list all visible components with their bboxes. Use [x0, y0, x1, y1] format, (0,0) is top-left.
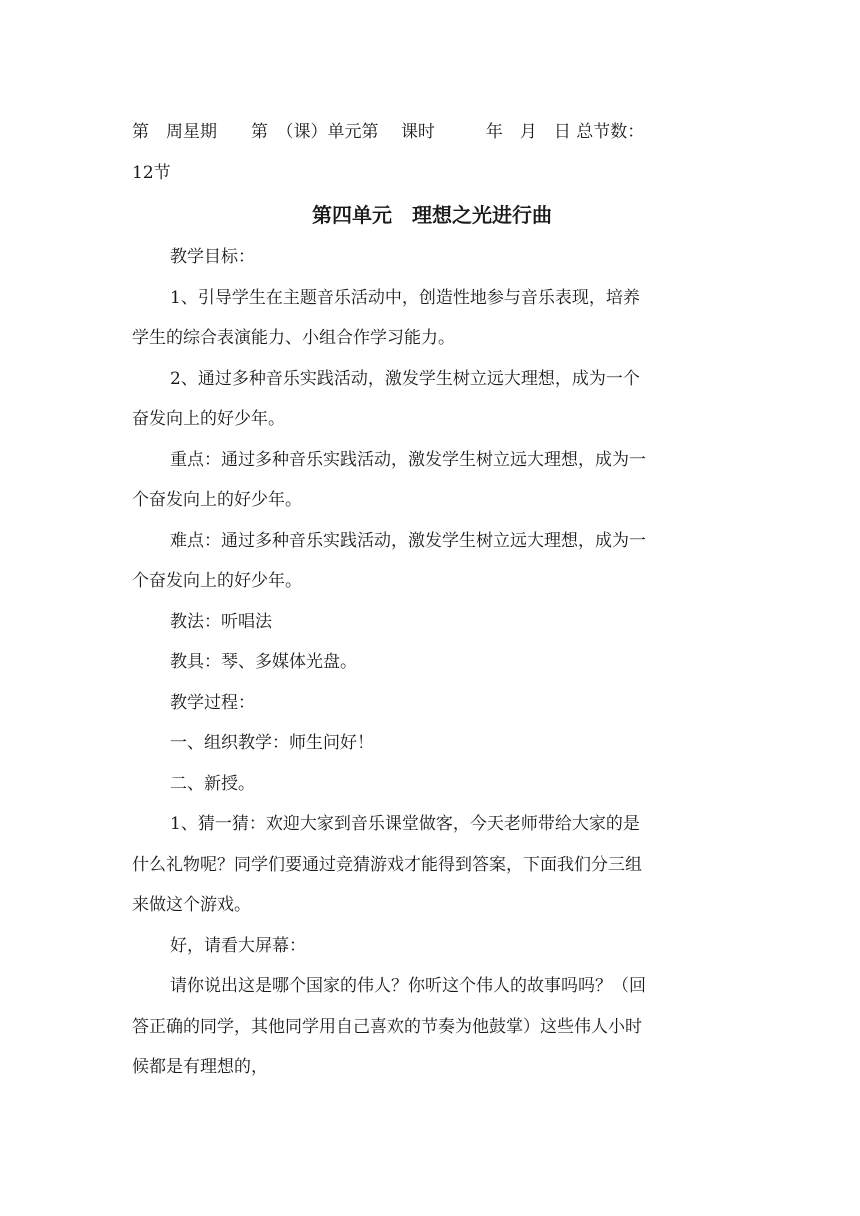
goal-1-line-2: 学生的综合表演能力、小组合作学习能力。: [132, 328, 455, 348]
goal-2-line-2: 奋发向上的好少年。: [132, 409, 285, 429]
lesson-header-line: 第 周星期 第 （课）单元第 课时 年 月 日 总节数：: [132, 122, 645, 142]
document-body: [132, 112, 732, 1088]
step-one: 一、组织教学：师生问好！: [170, 733, 374, 753]
goal-2-line-1: 2、通过多种音乐实践活动，激发学生树立远大理想，成为一个: [170, 368, 640, 389]
difficulty-line-2: 个奋发向上的好少年。: [132, 571, 302, 591]
difficulty-line-1: 难点：通过多种音乐实践活动，激发学生树立远大理想，成为一: [170, 530, 646, 551]
guess-game-line-2: 什么礼物呢？同学们要通过竞猜游戏才能得到答案，下面我们分三组: [132, 854, 642, 875]
key-point-line-1: 重点：通过多种音乐实践活动，激发学生树立远大理想，成为一: [170, 449, 646, 470]
teaching-goals-heading: 教学目标：: [170, 247, 255, 267]
goal-1-line-1: 1、引导学生在主题音乐活动中，创造性地参与音乐表现，培养: [170, 287, 640, 308]
great-people-line-3: 候都是有理想的，: [132, 1057, 268, 1077]
lesson-header-total: 12节: [132, 162, 171, 183]
teaching-process-heading: 教学过程：: [170, 692, 255, 713]
unit-title: 第四单元 理想之光进行曲: [312, 203, 552, 227]
great-people-line-1: 请你说出这是哪个国家的伟人？你听这个伟人的故事吗吗？（回: [170, 976, 646, 996]
great-people-line-2: 答正确的同学，其他同学用自己喜欢的节奏为他鼓掌）这些伟人小时: [132, 1016, 642, 1037]
guess-game-line-1: 1、猜一猜：欢迎大家到音乐课堂做客，今天老师带给大家的是: [170, 814, 640, 834]
step-two: 二、新授。: [170, 773, 255, 794]
key-point-line-2: 个奋发向上的好少年。: [132, 490, 302, 510]
look-at-screen: 好，请看大屏幕：: [170, 935, 306, 956]
teaching-aids: 教具：琴、多媒体光盘。: [170, 652, 357, 672]
teaching-method: 教法：听唱法: [170, 611, 272, 632]
guess-game-line-3: 来做这个游戏。: [132, 895, 251, 915]
